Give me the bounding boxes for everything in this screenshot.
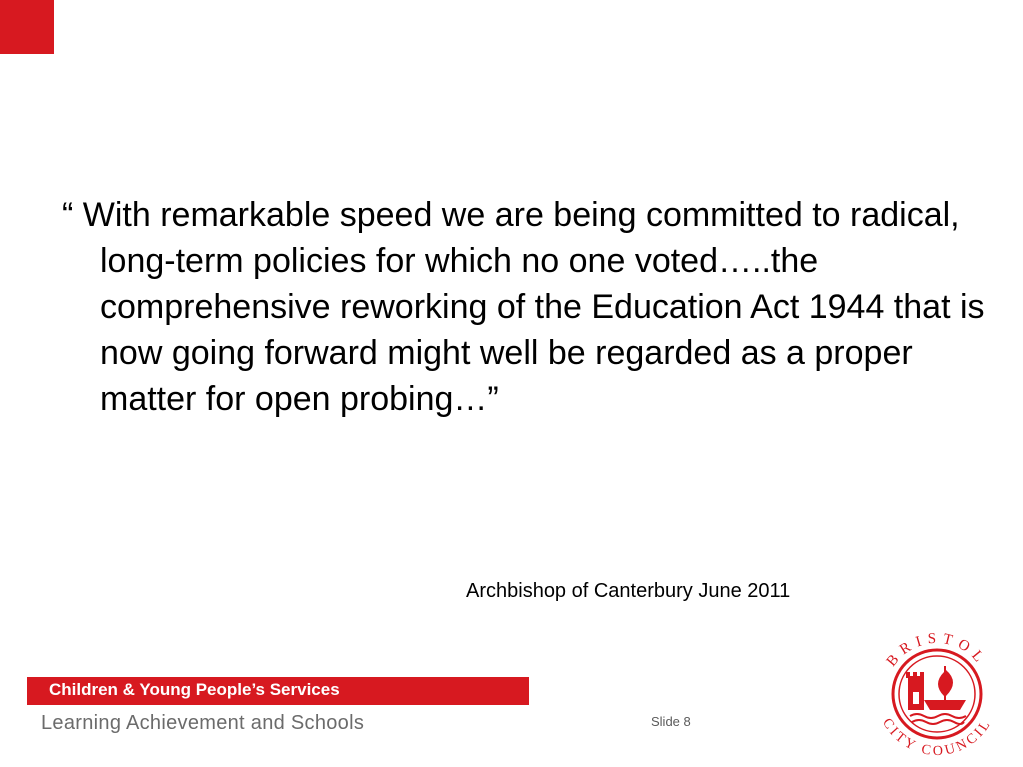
svg-text:CITY COUNCIL: CITY COUNCIL — [879, 715, 995, 760]
subdepartment-label: Learning Achievement and Schools — [41, 712, 365, 734]
department-label: Children & Young People’s Services — [49, 680, 340, 699]
quote-text: “ With remarkable speed we are being committed to radical, long-term policies for which no one voted…..the comprehensive reworking of the Education Act 1944 that is now going forward might well be regarded as a proper matter for open probing…” — [62, 196, 985, 418]
department-banner — [27, 677, 529, 705]
bristol-city-council-logo-icon — [862, 614, 1012, 764]
corner-accent-square — [0, 0, 54, 54]
svg-text:BRISTOL: BRISTOL — [883, 630, 991, 670]
quote-attribution: Archbishop of Canterbury June 2011 — [466, 580, 791, 602]
slide-number: Slide 8 — [651, 714, 691, 729]
